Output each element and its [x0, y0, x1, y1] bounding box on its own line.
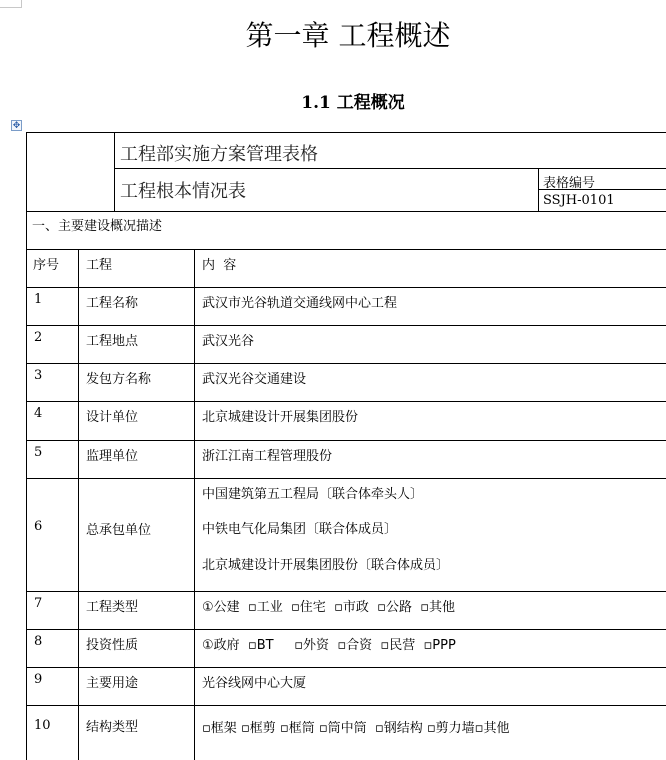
row-no: 6	[34, 519, 43, 534]
form-number-label: 表格编号	[543, 176, 596, 191]
row-no: 9	[34, 672, 43, 687]
row-item: 工程名称	[86, 296, 139, 311]
row-content: ①公建 ▫工业 ▫住宅 ▫市政 ▫公路 ▫其他	[202, 600, 456, 615]
table-subtitle: 工程根本情况表	[120, 181, 246, 202]
section-heading: 一、主要建设概况描述	[32, 219, 163, 234]
row-item: 发包方名称	[86, 372, 152, 387]
row-content: 武汉光谷交通建设	[202, 372, 307, 387]
row-item: 监理单位	[86, 449, 139, 464]
chapter-title: 第一章 工程概述	[245, 19, 451, 52]
row-item: 结构类型	[86, 720, 139, 735]
row-no: 3	[34, 368, 43, 383]
row-content: ①政府 ▫BT ▫外资 ▫合资 ▫民营 ▫PPP	[202, 638, 456, 653]
row-content: 武汉光谷	[202, 334, 255, 349]
row-content-line: 中国建筑第五工程局〔联合体牵头人〕	[202, 487, 424, 502]
row-no: 2	[34, 330, 43, 345]
row-no: 1	[34, 292, 43, 307]
row-item: 工程类型	[86, 600, 139, 615]
row-content: 武汉市光谷轨道交通线网中心工程	[202, 296, 398, 311]
col-header-content: 内 容	[202, 258, 237, 273]
row-content: ▫框架 ▫框剪 ▫框筒 ▫筒中筒 ▫钢结构 ▫剪力墙▫其他	[202, 721, 510, 736]
row-no: 4	[34, 406, 43, 421]
row-item: 投资性质	[86, 638, 139, 653]
row-item: 设计单位	[86, 410, 139, 425]
table-title: 工程部实施方案管理表格	[120, 144, 318, 165]
section-title: 1.1 工程概况	[301, 93, 405, 113]
row-item: 总承包单位	[86, 523, 152, 538]
form-number-value: SSJH-0101	[543, 193, 615, 208]
row-item: 主要用途	[86, 676, 139, 691]
row-no: 7	[34, 596, 43, 611]
row-content: 光谷线网中心大厦	[202, 676, 307, 691]
move-handle-icon[interactable]: ✥	[12, 121, 21, 131]
row-content-line: 北京城建设计开展集团股份〔联合体成员〕	[202, 558, 450, 573]
row-no: 5	[34, 445, 43, 460]
page-corner-mark	[0, 0, 22, 8]
row-no: 8	[34, 634, 43, 649]
row-content-line: 中铁电气化局集团〔联合体成员〕	[202, 522, 398, 537]
row-content: 浙江江南工程管理股份	[202, 449, 333, 464]
col-header-item: 工程	[86, 258, 113, 273]
row-content: 北京城建设计开展集团股份	[202, 410, 359, 425]
row-item: 工程地点	[86, 334, 139, 349]
col-header-no: 序号	[33, 258, 60, 273]
row-no: 10	[34, 718, 51, 733]
